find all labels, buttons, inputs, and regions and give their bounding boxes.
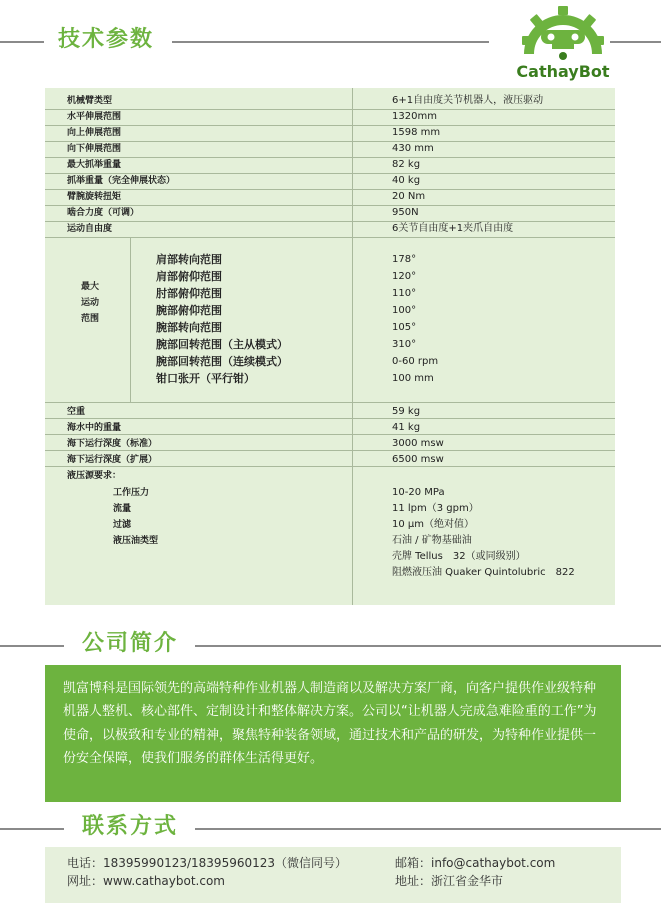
- motion-label: 肩部转向范围: [156, 253, 222, 266]
- motion-value: 310°: [392, 339, 417, 350]
- motion-label: 肘部俯仰范围: [156, 287, 222, 300]
- spec-value: 1320mm: [392, 111, 437, 122]
- logo-text: CathayBot: [516, 62, 610, 81]
- spec-label: 啮合力度（可调）: [67, 208, 140, 218]
- spec-value: 6500 msw: [392, 454, 444, 465]
- spec-label: 海下运行深度（扩展）: [67, 455, 158, 465]
- specs-heading: 技术参数: [58, 27, 155, 52]
- spec-value: 6关节自由度+1夹爪自由度: [392, 223, 514, 234]
- motion-label: 腕部回转范围（主从模式）: [156, 338, 288, 351]
- column-divider: [352, 88, 353, 605]
- spec-value: 40 kg: [392, 175, 421, 186]
- motion-value: 100°: [392, 305, 417, 316]
- header-rule-left: [0, 41, 44, 43]
- spec-label: 抓举重量（完全伸展状态）: [67, 176, 176, 186]
- spec-label: 向下伸展范围: [67, 144, 122, 154]
- hydraulic-label: 液压油类型: [113, 536, 159, 546]
- motion-value: 105°: [392, 322, 417, 333]
- motion-value: 110°: [392, 288, 417, 299]
- spec-value: 82 kg: [392, 159, 421, 170]
- spec-value: 1598 mm: [392, 127, 441, 138]
- spec-label: 海下运行深度（标准）: [67, 439, 158, 449]
- contact-rule-left: [0, 828, 64, 830]
- spec-table: [45, 88, 615, 605]
- spec-label: 空重: [67, 407, 86, 417]
- spec-label: 运动自由度: [67, 224, 113, 234]
- hydraulic-label: 工作压力: [113, 488, 150, 498]
- contact-heading: 联系方式: [82, 814, 179, 839]
- gear-robot-icon: [500, 6, 626, 62]
- motion-value: 100 mm: [392, 373, 434, 384]
- hydraulic-label: 流量: [113, 504, 132, 514]
- motion-group-label: 最大: [81, 282, 100, 292]
- motion-label: 腕部转向范围: [156, 321, 222, 334]
- spec-value: 3000 msw: [392, 438, 444, 449]
- hydraulic-value: 石油 / 矿物基础油: [392, 535, 472, 546]
- spec-value: 20 Nm: [392, 191, 426, 202]
- hydraulic-title: 液压源要求：: [67, 471, 122, 481]
- cathaybot-logo: [500, 6, 626, 80]
- hydraulic-value: 11 lpm（3 gpm）: [392, 503, 479, 514]
- spec-label: 向上伸展范围: [67, 128, 122, 138]
- motion-value: 0-60 rpm: [392, 356, 439, 367]
- spec-label: 最大抓举重量: [67, 160, 122, 170]
- spec-value: 41 kg: [392, 422, 421, 433]
- hydraulic-value: 10-20 MPa: [392, 487, 445, 498]
- hydraulic-value: 10 μm（绝对值）: [392, 519, 475, 530]
- website-link[interactable]: 网址：www.cathaybot.com: [67, 874, 225, 888]
- hydraulic-label: 过滤: [113, 520, 132, 530]
- motion-label: 腕部俯仰范围: [156, 304, 222, 317]
- contact-rule-right: [195, 828, 661, 830]
- motion-group-label: 范围: [81, 314, 100, 324]
- motion-column-divider: [130, 237, 131, 402]
- hydraulic-oil-option: 壳牌 Tellus 32（或同级别）: [392, 551, 526, 562]
- phone-text: 电话：18395990123/18395960123（微信同号）: [67, 856, 348, 870]
- address-text: 地址：浙江省金华市: [395, 874, 504, 888]
- motion-value: 120°: [392, 271, 417, 282]
- motion-label: 腕部回转范围（连续模式）: [156, 355, 288, 368]
- spec-label: 水平伸展范围: [67, 112, 122, 122]
- company-intro: [45, 665, 621, 802]
- email-link[interactable]: 邮箱：info@cathaybot.com: [395, 856, 556, 870]
- company-heading: 公司简介: [82, 631, 179, 656]
- spec-value: 950N: [392, 207, 419, 218]
- company-rule-right: [195, 645, 661, 647]
- company-paragraph: 凯富博科是国际领先的高端特种作业机器人制造商以及解决方案厂商，向客户提供作业级特种机器人整机、核心部件、定制设计和整体解决方案。公司以“让机器人完成急难险重的工作”为使命，以极致和专业的精神，聚焦特种装备领域，通过技术和产品的研发，为特种作业提供一份安全保障，使我们服务的群体生活得更好。: [63, 681, 597, 766]
- motion-group-label: 运动: [81, 298, 100, 308]
- hydraulic-oil-option: 阻燃液压油 Quaker Quintolubric 822: [392, 567, 575, 578]
- motion-label: 肩部俯仰范围: [156, 270, 222, 283]
- company-rule-left: [0, 645, 64, 647]
- spec-label: 臂腕旋转扭矩: [67, 192, 122, 202]
- spec-label: 海水中的重量: [67, 423, 122, 433]
- spec-value: 6+1自由度关节机器人，液压驱动: [392, 95, 544, 106]
- header-rule-right: [172, 41, 489, 43]
- contact-info: [45, 847, 621, 903]
- spec-label: 机械臂类型: [67, 96, 113, 106]
- spec-value: 59 kg: [392, 406, 421, 417]
- spec-value: 430 mm: [392, 143, 434, 154]
- motion-value: 178°: [392, 254, 417, 265]
- motion-label: 钳口张开（平行钳）: [156, 372, 255, 385]
